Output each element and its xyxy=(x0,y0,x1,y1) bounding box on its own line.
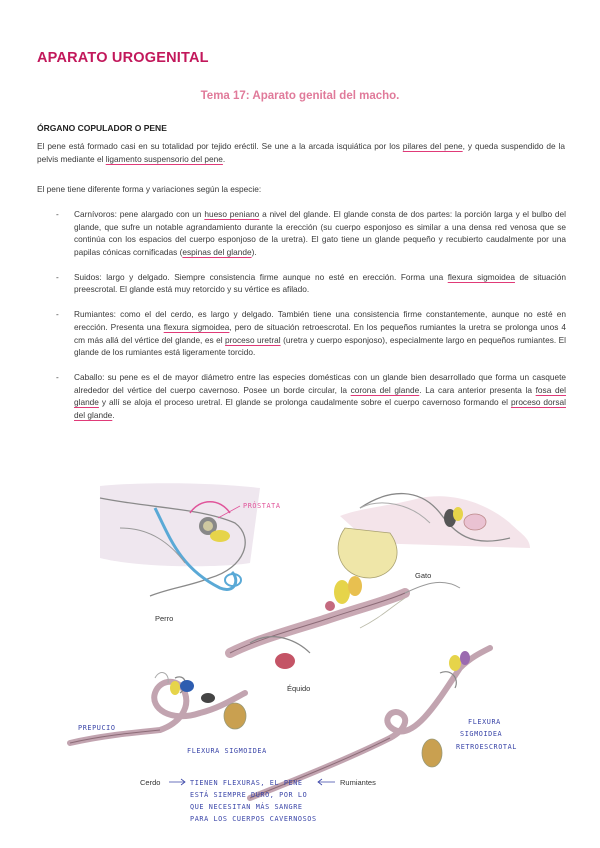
note-line-2: ESTÁ SIEMPRE DURO, POR LO xyxy=(190,791,308,799)
arrow-right-icon xyxy=(169,779,185,785)
species-list xyxy=(56,208,566,434)
term-pilares: pilares del pene xyxy=(402,141,463,151)
label-prepucio: PREPUCIO xyxy=(78,724,116,732)
rumiante-drawing xyxy=(250,648,517,798)
note-line-1: TIENEN FLEXURAS, EL PENE xyxy=(190,779,303,787)
equido-drawing xyxy=(230,576,460,693)
list-item-suidos: - Suidos: largo y delgado. Siempre consistencia firme aunque no esté en erección. Forma una flexura sigmoidea de situación preescrotal. El glande está muy retorcido y su vértice es afilado. xyxy=(56,271,566,296)
label-flexura-left: FLEXURA SIGMOIDEA xyxy=(187,747,267,755)
label-equido: Équido xyxy=(287,684,311,693)
note-line-4: PARA LOS CUERPOS CAVERNOSOS xyxy=(190,815,317,823)
document-title: APARATO UROGENITAL xyxy=(37,50,209,66)
handwritten-note xyxy=(169,779,335,823)
list-item-rumiantes: - Rumiantes: como el del cerdo, es largo y delgado. También tiene una consistencia firme constantemente, aunque no esté en erección. Presenta una flexura sigmoidea, pero de situación retroescrotal. En los pequeños rumiantes la uretra se prolonga unos 4 cm más allá del vértice del glande, es el proceso uretral (uretra y cuerpo esponjoso), especialmente largo en pequeños rumiantes. El glande de los rumiantes está ligeramente torcido. xyxy=(56,308,566,358)
note-line-3: QUE NECESITAN MÁS SANGRE xyxy=(190,803,303,811)
list-item-caballo: - Caballo: su pene es el de mayor diámetro entre las especies domésticas con un glande bien desarrollado que forma un casquete alrededor del vértice del cuerpo cavernoso. Posee un borde circular, la corona del glande. La cara anterior presenta la fosa del glande y allí se aloja el proceso uretral. El glande se prolonga caudalmente sobre el cuerpo cavernoso formando el proceso dorsal del glande. xyxy=(56,371,566,421)
gato-drawing xyxy=(338,494,530,580)
species-intro: El pene tiene diferente forma y variaciones según la especie: xyxy=(37,184,262,194)
section-heading: ÓRGANO COPULADOR O PENE xyxy=(37,123,167,133)
label-flexura-right-3: RETROESCROTAL xyxy=(456,743,517,751)
label-gato: Gato xyxy=(415,571,432,580)
arrow-left-icon xyxy=(318,779,335,785)
label-flexura-right-2: SIGMOIDEA xyxy=(460,730,503,738)
perro-drawing xyxy=(100,483,281,623)
term-ligamento: ligamento suspensorio del pene xyxy=(105,153,223,164)
label-flexura-right-1: FLEXURA xyxy=(468,718,501,726)
cerdo-drawing xyxy=(70,673,267,787)
label-cerdo: Cerdo xyxy=(140,778,161,787)
anatomy-illustration xyxy=(60,468,580,838)
topic-subtitle: Tema 17: Aparato genital del macho. xyxy=(200,90,400,102)
list-item-carnivoros: - Carnívoros: pene alargado con un hueso peniano a nivel del glande. El glande consta de dos partes: la porción larga y el bulbo del glande, que sufre un notable agrandamiento durante la erección (su cuerpo esponjoso es similar a una densa red venosa que se continúa con los espacios del cuerpo esponjoso de la uretra). El gato tiene un glande pequeño y recubierto caudalmente por una papilas cónicas cornificadas (espinas del glande). xyxy=(56,208,566,258)
label-rumiantes: Rumiantes xyxy=(340,778,376,787)
intro-paragraph: El pene está formado casi en su totalidad por tejido eréctil. Se une a la arcada isquiática por los pilares del pene, y queda suspendido de la pelvis mediante el ligamento suspensorio del pene. xyxy=(37,141,566,164)
label-prostata: PRÓSTATA xyxy=(243,502,281,510)
label-perro: Perro xyxy=(155,614,174,623)
